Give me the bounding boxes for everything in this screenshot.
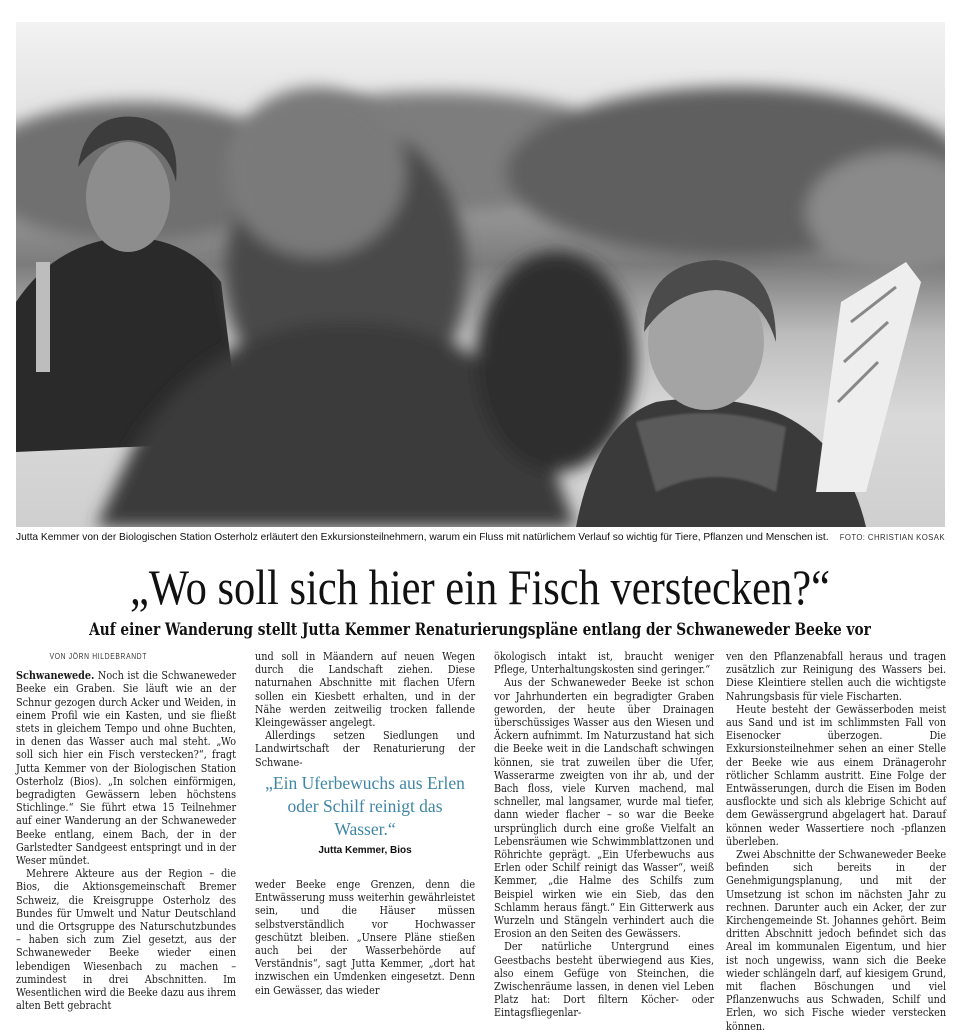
paragraph: Aus der Schwaneweder Beeke ist schon vor Jahrhunderten ein begradigter Graben geworden, der heute über Drainagen überschüssiges Wasser aus den Wiesen und Äckern aufnimmt. Im Naturzustand hat sich die Beeke weit in die Landschaft schwingen können, sie trat zuweilen über die Ufer, Wasserarme zweigten von ihr ab, und der Bach floss, viele Kurven machend, mal schneller, mal langsamer, wurde mal tiefer, dann wieder flacher – so war die Beeke ursprünglich durch eine große Vielfalt an Lebensräumen wie Schwimmblattzonen und Röhrichte geprägt. „Ein Uferbewuchs aus Erlen oder Schilf reinigt das Wasser“, weiß Kemmer, „die Halme des Schilfs zum Beispiel wirken wie ein Sieb, das den Schlamm heraus fängt.“ Ein Gitterwerk aus Wurzeln und Stängeln verhindert auch die Erosion an den Seiten des Gewässers. xyxy=(494,675,715,941)
paragraph: weder Beeke enge Grenzen, denn die Entwässerung muss weiterhin gewährleistet sein, und die Häuser müssen selbstverständlich vor Hochwasser geschützt bleiben. „Unsere Pläne stießen auch bei der Wasserbehörde auf Verständnis“, sagt Jutta Kemmer, „dort hat inzwischen ein Umdenken eingesetzt. Denn ein Gewässer, das wieder xyxy=(255,877,476,997)
paragraph: Schwanewede. Noch ist die Schwaneweder Beeke ein Graben. Sie läuft wie an der Schnur gezogen durch Acker und Weiden, in einem Profil wie ein Kasten, und sie fließt stets in gleichem Tempo und ohne Buchten, in denen das Wasser auch mal steht. „Wo soll sich hier ein Fisch verstecken?“, fragt Jutta Kemmer von der Biologischen Station Osterholz (Bios). „In solchen einförmigen, begradigten Gewässern leben höchstens Stichlinge.“ Sie führt etwa 15 Teilnehmer auf einer Wanderung an der Schwaneweder Beeke entlang, einem Bach, der in der Garlstedter Sandgeest entspringt und in der Weser mündet. xyxy=(16,668,237,868)
subheadline: Auf einer Wanderung stellt Jutta Kemmer Renaturierungspläne entlang der Schwaneweder Beeke vor xyxy=(89,620,871,639)
pull-quote-text: „Ein Uferbewuchs aus Erlen oder Schilf reinigt das Wasser.“ xyxy=(265,773,465,839)
paragraph: Der natürliche Untergrund eines Geestbachs besteht überwiegend aus Kies, also einem Gefüge von Steinchen, die Zwischenräume lassen, in denen viel Leben Platz hat: Dort filtern Köcher- oder Eintagsfliegenlar- xyxy=(494,939,715,1020)
article-column-2 xyxy=(255,650,475,769)
photo-caption xyxy=(16,531,945,545)
photo-credit: FOTO: CHRISTIAN KOSAK xyxy=(839,533,945,542)
paragraph: Allerdings setzen Siedlungen und Landwirtschaft der Renaturierung der Schwane- xyxy=(255,728,476,769)
paragraph: ökologisch intakt ist, braucht weniger Pflege, Unterhaltungskosten sind geringer.“ xyxy=(494,649,715,677)
pull-quote-author: Jutta Kemmer, Bios xyxy=(318,845,412,856)
article-column-4 xyxy=(726,650,946,1033)
photo-illustration xyxy=(16,22,945,527)
paragraph: und soll in Mäandern auf neuen Wegen durch die Landschaft ziehen. Diese naturnahen Abschnitte mit flachen Ufern sollen ein Kiesbett erhalten, und in der Nähe werden zeitweilig trocken fallende Kleingewässer angelegt. xyxy=(255,649,476,730)
paragraph: Heute besteht der Gewässerboden meist aus Sand und ist im schlimmsten Fall von Eisenocker überzogen. Die Exkursionsteilnehmer sehen an einer Stelle der Beeke wie aus einem Dränagerohr rötlicher Schlamm austritt. Eine Folge der Entwässerungen, durch die Eisen im Boden ausflockte und sich als klebrige Schicht auf dem Gewässergrund abgelagert hat. Darauf können weder Wassertiere noch -pflanzen überleben. xyxy=(726,701,947,848)
paragraph: Mehrere Akteure aus der Region – die Bios, die Aktionsgemeinschaft Bremer Schweiz, die Kreisgruppe Osterholz des Bundes für Umwelt und Natur Deutschland und die Ortsgruppe des Naturschutzbundes – haben sich zum Ziel gesetzt, aus der Schwaneweder Beeke wieder einen lebendigen Wiesenbach zu machen – zumindest in drei Abschnitten. Im Wesentlichen wird die Beeke dazu aus ihrem alten Bett gebracht xyxy=(16,866,237,1013)
paragraph: ven den Pflanzenabfall heraus und tragen zusätzlich zur Reinigung des Wassers bei. Diese Kleintiere stellen auch die wichtigste Nahrungsbasis für viele Fischarten. xyxy=(726,649,947,703)
dateline: Schwanewede. xyxy=(16,668,95,683)
article-column-2-continued xyxy=(255,878,475,997)
headline: „Wo soll sich hier ein Fisch verstecken?“ xyxy=(130,559,830,615)
article-photo xyxy=(16,22,945,527)
article-column-3 xyxy=(494,650,714,1020)
byline: VON JÖRN HILDEBRANDT xyxy=(49,652,148,661)
article-column-1 xyxy=(16,650,236,1012)
pull-quote xyxy=(255,772,475,856)
caption-text: Jutta Kemmer von der Biologischen Station Osterholz erläutert den Exkursionsteilnehmern, warum ein Fluss mit natürlichem Verlauf so wichtig für Tiere, Pflanzen und Menschen ist. xyxy=(16,532,829,543)
paragraph: Zwei Abschnitte der Schwaneweder Beeke befinden sich bereits in der Genehmigungsplanung, und mit der Umsetzung ist schon im nächsten Jahr zu rechnen. Darunter auch ein Acker, der zur Kirchengemeinde St. Johannes gehört. Beim dritten Abschnitt jedoch befindet sich das Areal im kommunalen Eigentum, und hier ist noch ungewiss, wann sich die Beeke wieder schlängeln darf, auf kiesigem Grund, mit flachen Böschungen und viel Pflanzenwuchs aus Schwaden, Schilf und Erlen, wo sich Fische wieder verstecken können. xyxy=(726,847,947,1033)
